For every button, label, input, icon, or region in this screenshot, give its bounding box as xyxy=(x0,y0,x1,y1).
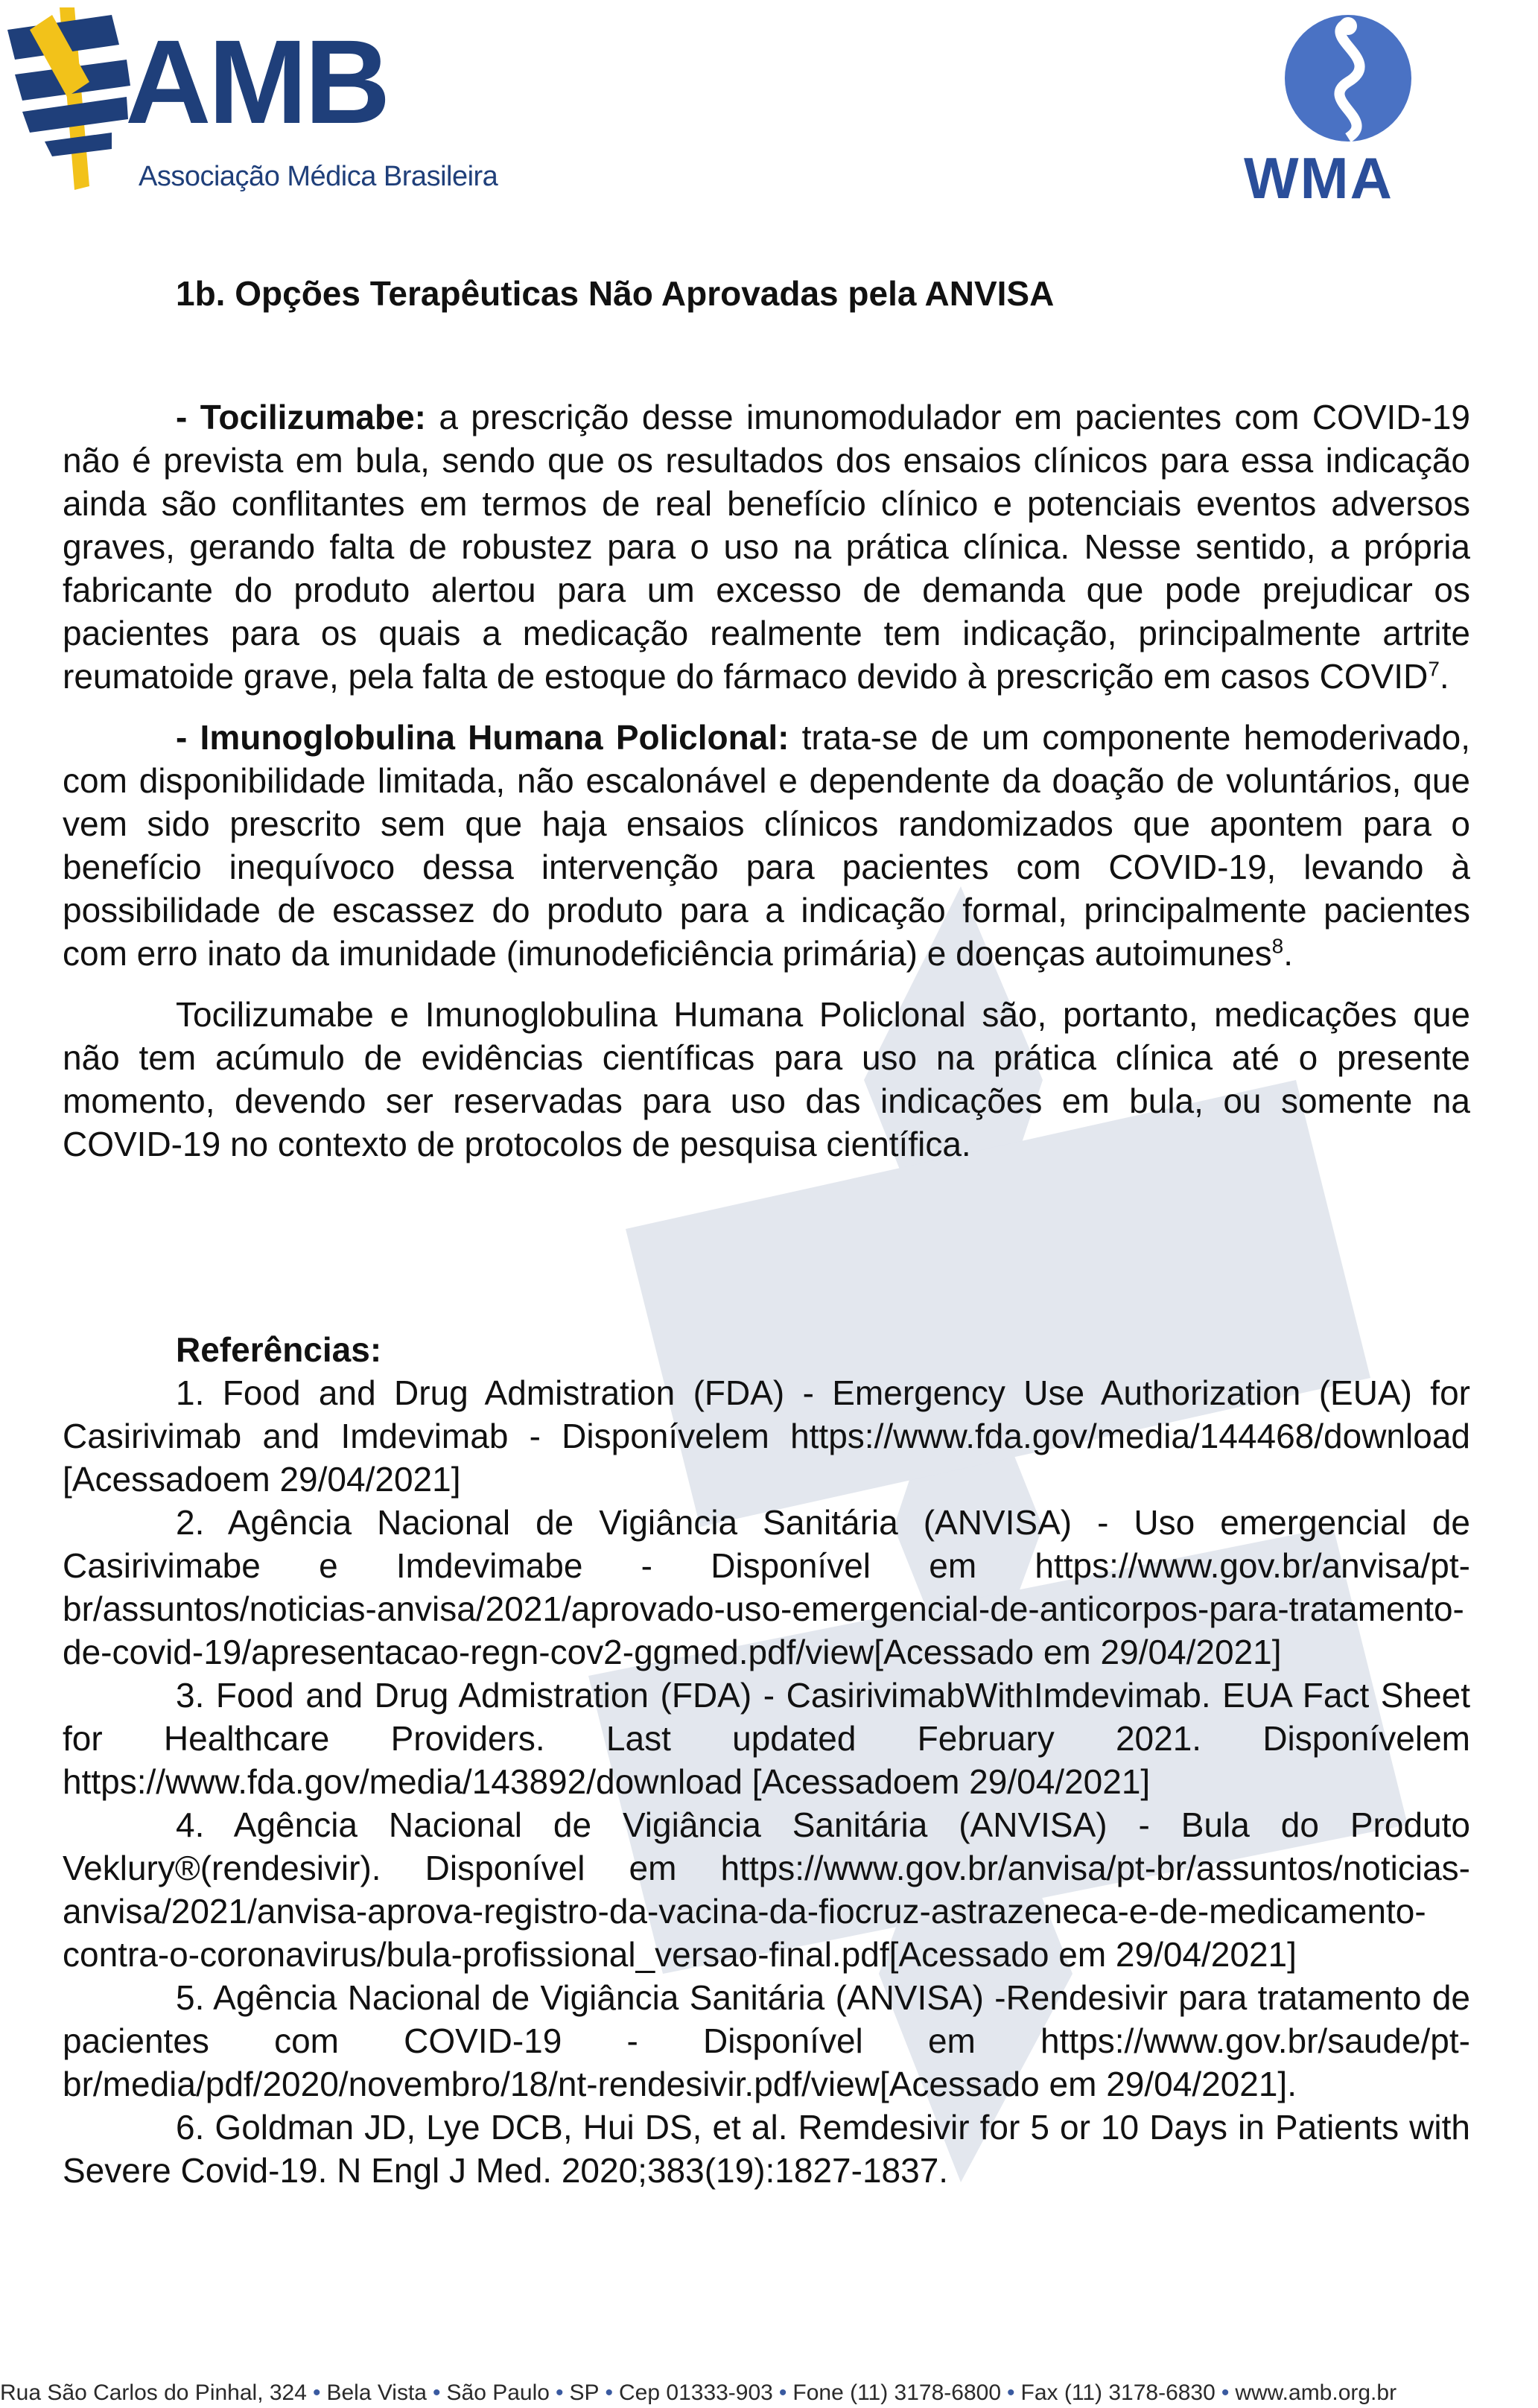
bullet-separator: • xyxy=(778,2380,787,2405)
bullet-separator: • xyxy=(1221,2380,1230,2405)
footer-website[interactable]: www.amb.org.br xyxy=(1235,2380,1397,2405)
footer-cep: Cep 01333-903 xyxy=(619,2380,773,2405)
wma-globe-icon xyxy=(1274,7,1423,149)
paragraph-lead: - Tocilizumabe: xyxy=(176,398,426,436)
bullet-separator: • xyxy=(605,2380,614,2405)
footer-city: São Paulo xyxy=(446,2380,550,2405)
page-footer xyxy=(0,2380,1538,2406)
bullet-separator: • xyxy=(1007,2380,1015,2405)
reference-item: 4. Agência Nacional de Vigiância Sanitária (ANVISA) - Bula do Produto Veklury®(rendesivir). Disponível em https://www.gov.br/anvisa/pt-br/assuntos/noticias-anvisa/2021/anvisa-aprova-registro-da-vacina-da-fiocruz-astrazeneca-e-de-medicamento-contra-o-coronavirus/bula-profissional_versao-final.pdf[Acessado em 29/04/2021] xyxy=(63,1805,1470,1974)
paragraph-end: . xyxy=(1439,657,1449,696)
paragraph-text: trata-se de um componente hemoderivado, com disponibilidade limitada, não escalonável e dependente da doação de voluntários, que vem sido prescrito sem que haja ensaios clínicos randomizados que apontem para o benefício inequívoco dessa intervenção para pacientes com COVID-19, levando à possibilidade de escassez do produto para a indicação formal, principalmente pacientes com erro inato da imunidade (imunodeficiência primária) e doenças autoimunes xyxy=(63,718,1470,973)
amb-logo-subtitle: Associação Médica Brasileira xyxy=(139,161,498,192)
reference-item: 6. Goldman JD, Lye DCB, Hui DS, et al. Remdesivir for 5 or 10 Days in Patients with Severe Covid-19. N Engl J Med. 2020;383(19):1827-1837. xyxy=(63,2108,1470,2190)
wma-logo-text: WMA xyxy=(1244,145,1394,211)
bullet-separator: • xyxy=(432,2380,441,2405)
references-section xyxy=(63,1328,1470,2192)
bullet-separator: • xyxy=(312,2380,321,2405)
paragraph-text: a prescrição desse imunomodulador em pacientes com COVID-19 não é prevista em bula, sendo que os resultados dos ensaios clínicos para essa indicação ainda são conflitantes em termos de real benefício clínico e potenciais eventos adversos graves, gerando falta de robustez para o uso na prática clínica. Nesse sentido, a própria fabricante do produto alertou para um excesso de demanda que pode prejudicar os pacientes para os quais a medicação realmente tem indicação, principalmente artrite reumatoide grave, pela falta de estoque do fármaco devido à prescrição em casos COVID xyxy=(63,398,1470,696)
footer-fax: Fax (11) 3178-6830 xyxy=(1020,2380,1216,2405)
bullet-separator: • xyxy=(555,2380,564,2405)
paragraph-end: . xyxy=(1283,934,1293,973)
reference-item: 3. Food and Drug Admistration (FDA) - CasirivimabWithImdevimab. EUA Fact Sheet for Healthcare Providers. Last updated February 2021. Disponívelem https://www.fda.gov/media/143892/download [Acessadoem 29/04/2021] xyxy=(63,1676,1470,1801)
reference-item: 5. Agência Nacional de Vigiância Sanitária (ANVISA) -Rendesivir para tratamento de pacientes com COVID-19 - Disponível em https://www.gov.br/saude/pt-br/media/pdf/2020/novembro/18/nt-rendesivir.pdf/view[Acessado em 29/04/2021]. xyxy=(63,1978,1470,2103)
amb-logo-text: AMB xyxy=(125,15,388,148)
footer-phone: Fone (11) 3178-6800 xyxy=(792,2380,1002,2405)
footer-district: Bela Vista xyxy=(326,2380,427,2405)
references-title: Referências: xyxy=(176,1330,382,1369)
footer-state: SP xyxy=(569,2380,600,2405)
footnote-marker: 7 xyxy=(1428,657,1440,681)
document-body xyxy=(63,395,1470,1166)
reference-item: 2. Agência Nacional de Vigiância Sanitária (ANVISA) - Uso emergencial de Casirivimabe e Imdevimabe - Disponível em https://www.gov.br/anvisa/pt-br/assuntos/noticias-anvisa/2021/aprovado-uso-emergencial-de-anticorpos-para-tratamento-de-covid-19/apresentacao-regn-cov2-ggmed.pdf/view[Acessado em 29/04/2021] xyxy=(63,1503,1470,1671)
reference-item: 1. Food and Drug Admistration (FDA) - Emergency Use Authorization (EUA) for Casirivimab and Imdevimab - Disponívelem https://www.fda.gov/media/144468/download [Acessadoem 29/04/2021] xyxy=(63,1373,1470,1499)
footer-address: Rua São Carlos do Pinhal, 324 xyxy=(0,2380,307,2405)
paragraph-lead: - Imunoglobulina Humana Policlonal: xyxy=(176,718,789,757)
amb-logo xyxy=(0,0,521,201)
paragraph-conclusion: Tocilizumabe e Imunoglobulina Humana Policlonal são, portanto, medicações que não tem acúmulo de evidências científicas para uso na prática clínica até o presente momento, devendo ser reservadas para uso das indicações em bula, ou somente na COVID-19 no contexto de protocolos de pesquisa científica. xyxy=(63,995,1470,1163)
page-title: 1b. Opções Terapêuticas Não Aprovadas pela ANVISA xyxy=(176,274,1055,313)
wma-logo xyxy=(1221,7,1467,209)
paragraph-imunoglobulina xyxy=(63,716,1470,975)
footnote-marker: 8 xyxy=(1271,934,1284,958)
paragraph-tocilizumabe xyxy=(63,395,1470,698)
